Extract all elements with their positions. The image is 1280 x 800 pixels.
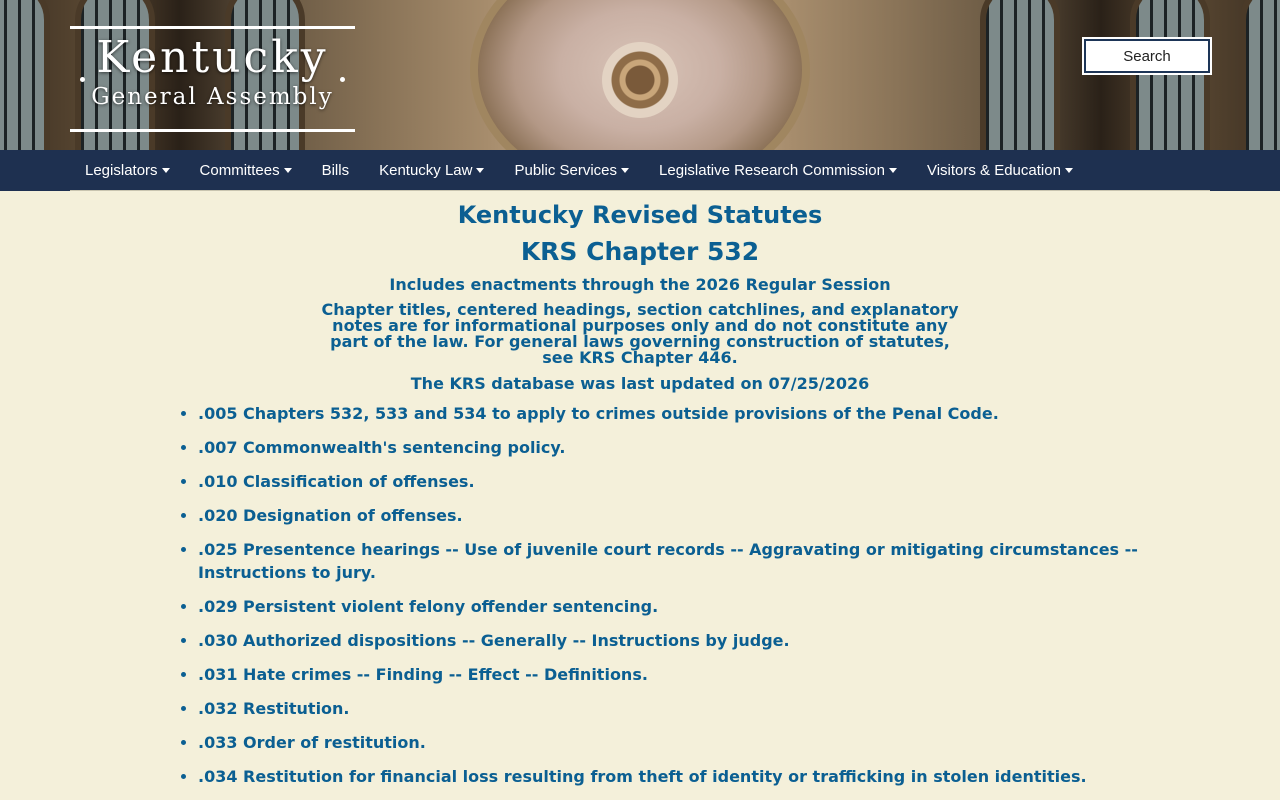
nav-label: Visitors & Education — [926, 161, 1061, 179]
header-banner — [0, 0, 1280, 150]
list-item — [198, 765, 1138, 788]
section-link-020[interactable]: .020 Designation of offenses. — [198, 506, 463, 525]
caret-down-icon — [621, 168, 629, 173]
main-nav — [0, 150, 1280, 191]
enactments-note: Includes enactments through the 2026 Regular Session — [389, 275, 891, 294]
caret-down-icon — [162, 168, 170, 173]
nav-item-visitors-education[interactable] — [912, 150, 1088, 191]
list-item — [198, 629, 1138, 652]
nav-label: Legislators — [85, 161, 158, 179]
section-list — [0, 402, 1138, 788]
nav-item-public-services[interactable] — [499, 150, 644, 191]
window-arch-decoration — [1130, 0, 1210, 150]
section-link-007[interactable]: .007 Commonwealth's sentencing policy. — [198, 438, 566, 457]
section-link-033[interactable]: .033 Order of restitution. — [198, 733, 426, 752]
caret-down-icon — [284, 168, 292, 173]
main-content — [0, 201, 1280, 788]
caret-down-icon — [476, 168, 484, 173]
section-link-030[interactable]: .030 Authorized dispositions -- Generally -- Instructions by judge. — [198, 631, 790, 650]
search-button[interactable]: Search — [1084, 39, 1210, 73]
nav-item-kentucky-law[interactable] — [364, 150, 499, 191]
nav-label: Committees — [199, 161, 280, 179]
list-item — [198, 538, 1138, 584]
section-link-025[interactable]: .025 Presentence hearings -- Use of juvenile court records -- Aggravating or mitigating circumstances -- Instructions to jury. — [198, 540, 1138, 582]
window-arch-decoration — [1240, 0, 1280, 150]
chapter-heading: KRS Chapter 532 — [520, 237, 760, 266]
caret-down-icon — [889, 168, 897, 173]
caret-down-icon — [1065, 168, 1073, 173]
rosette-decoration — [602, 42, 678, 118]
section-link-005[interactable]: .005 Chapters 532, 533 and 534 to apply to crimes outside provisions of the Penal Code. — [198, 404, 999, 423]
list-item — [198, 504, 1138, 527]
nav-item-bills[interactable] — [307, 150, 365, 191]
nav-label: Public Services — [514, 161, 618, 179]
nav-label: Legislative Research Commission — [659, 161, 885, 179]
site-logo[interactable] — [70, 26, 355, 132]
window-arch-decoration — [980, 0, 1060, 150]
logo-dot-icon — [340, 77, 345, 82]
section-link-034[interactable]: .034 Restitution for financial loss resulting from theft of identity or trafficking in stolen identities. — [198, 767, 1087, 786]
section-link-031[interactable]: .031 Hate crimes -- Finding -- Effect -- Definitions. — [198, 665, 648, 684]
nav-item-committees[interactable] — [185, 150, 307, 191]
section-link-010[interactable]: .010 Classification of offenses. — [198, 472, 475, 491]
window-arch-decoration — [0, 0, 50, 150]
logo-dot-icon — [80, 77, 85, 82]
list-item — [198, 402, 1138, 425]
logo-title: Kentucky — [96, 32, 329, 83]
logo-subtitle: General Assembly — [91, 84, 334, 110]
nav-menu — [70, 150, 1210, 191]
list-item — [198, 731, 1138, 754]
list-item — [198, 697, 1138, 720]
list-item — [198, 436, 1138, 459]
nav-label: Bills — [321, 161, 350, 179]
nav-item-lrc[interactable] — [644, 150, 912, 191]
nav-item-legislators[interactable] — [70, 150, 185, 191]
list-item — [198, 663, 1138, 686]
page-title: Kentucky Revised Statutes — [457, 201, 823, 229]
nav-label: Kentucky Law — [379, 161, 473, 179]
disclaimer-note: Chapter titles, centered headings, section catchlines, and explanatory notes are for informational purposes only and do not constitute any part of the law. For general laws governing construction of statutes, see KRS Chapter 446. — [321, 300, 959, 367]
last-updated: The KRS database was last updated on 07/25/2026 — [410, 374, 870, 393]
list-item — [198, 470, 1138, 493]
section-link-032[interactable]: .032 Restitution. — [198, 699, 350, 718]
list-item — [198, 595, 1138, 618]
section-link-029[interactable]: .029 Persistent violent felony offender sentencing. — [198, 597, 659, 616]
